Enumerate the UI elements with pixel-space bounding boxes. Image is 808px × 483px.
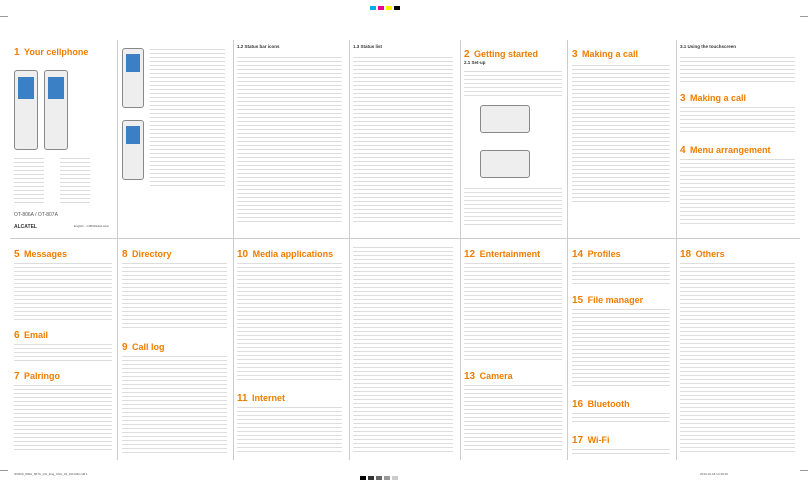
phone-image [480,150,530,178]
brand-logo: ALCATEL [14,224,37,230]
section-heading: 14 Profiles [572,249,621,260]
section-heading: 13 Camera [464,371,513,382]
color-swatch [368,476,374,480]
crop-mark [800,16,808,17]
file-info: IP3209_806A_807A_QG_Eng_USA_03_101018.indd 1 [14,472,88,476]
color-swatch [376,476,382,480]
color-swatch [394,6,400,10]
section-heading: 11 Internet [237,393,286,404]
color-swatch [386,6,392,10]
crop-mark [0,470,8,471]
crop-mark [800,470,808,471]
section-heading: 3 Making a call [572,49,639,60]
phone-image [480,105,530,133]
section-heading: 1 Your cellphone [14,47,89,58]
file-date: 2010-10-18 14:39:40 [700,472,728,476]
color-swatch [378,6,384,10]
section-heading: 16 Bluetooth [572,399,630,410]
section-heading: 10 Media applications [237,249,334,260]
section-heading: 17 Wi-Fi [572,435,610,446]
section-heading: 7 Palringo [14,371,61,382]
section-heading: 6 Email [14,330,49,341]
color-swatch [384,476,390,480]
model-name: OT-806A / OT-807A [14,212,58,218]
color-swatch [392,476,398,480]
section-heading: 3 Making a call [680,93,747,104]
color-swatch [360,476,366,480]
phone-image [122,120,144,180]
section-subheading: 1.3 Status list [353,44,383,49]
section-heading: 9 Call log [122,342,165,353]
color-swatch [370,6,376,10]
language-code: English - CJB31E4ALAAA [74,224,109,228]
phone-image [122,48,144,108]
section-heading: 5 Messages [14,249,68,260]
crop-mark [0,16,8,17]
section-heading: 12 Entertainment [464,249,541,260]
section-heading: 8 Directory [122,249,172,260]
section-subheading: 1.2 Status bar icons [237,44,280,49]
phone-image [14,70,38,150]
section-heading: 15 File manager [572,295,644,306]
section-heading: 2 Getting started [464,49,539,60]
section-heading: 4 Menu arrangement [680,145,771,156]
section-heading: 18 Others [680,249,725,260]
phone-image [44,70,68,150]
